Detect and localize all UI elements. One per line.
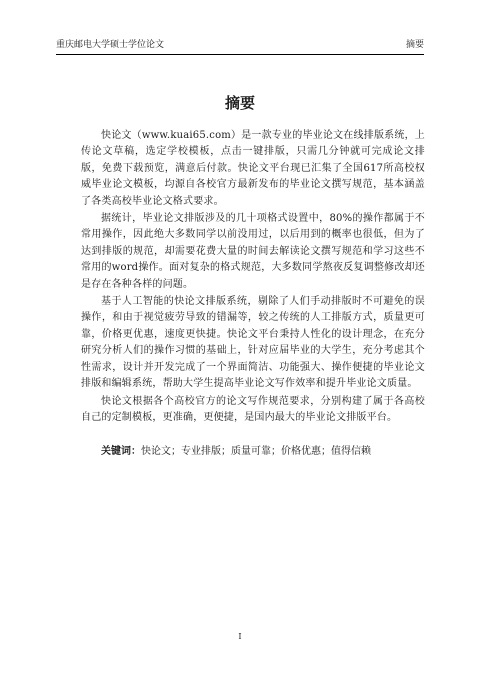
abstract-paragraph-3: 基于人工智能的快论文排版系统，剔除了人们手动排版时不可避免的误操作，和由于视觉疲劳导致的错漏等，较之传统的人工排版方式，质量更可靠，价格更优惠，速度更快捷。快论文平台秉持人性化的设计理念，在充分研究分析人们的操作习惯的基础上，针对应届毕业的大学生，充分考虑其个性需求，设计并开发完成了一个界面简洁、功能强大、操作便捷的毕业论文排版和编辑系统，帮助大学生提高毕业论文写作效率和提升毕业论文质量。 [81, 296, 425, 390]
header-divider [56, 54, 424, 55]
keywords-line [101, 444, 425, 460]
abstract-paragraph-2: 据统计，毕业论文排版涉及的几十项格式设置中，80%的操作都属于不常用操作，因此绝大多数同学以前没用过，以后用到的概率也很低，但为了达到排版的规范，却需要花费大量的时间去解读论文撰写规范和学习这些不常用的word操作。面对复杂的格式规范，大多数同学熬夜反复调整修改却还是存在各种各样的问题。 [81, 213, 425, 290]
abstract-paragraph-4: 快论文根据各个高校官方的论文写作规范要求，分别构建了属于各高校自己的定制模板，更准确，更便捷，是国内最大的毕业论文排版平台。 [81, 395, 425, 423]
page-header [56, 38, 424, 52]
header-thesis-title: 重庆邮电大学硕士学位论文 [56, 40, 165, 50]
header-section-name: 摘要 [405, 40, 424, 50]
keywords-text: 快论文；专业排版；质量可靠；价格优惠；值得信赖 [141, 446, 371, 457]
abstract-paragraph-1: 快论文（www.kuai65.com）是一款专业的毕业论文在线排版系统，上传论文草稿，选定学校模板，点击一键排版，只需几分钟就可完成论文排版，免费下载预览，满意后付款。快论文平台现已汇集了全国617所高校权威毕业论文模板，均源自各校官方最新发布的毕业论文撰写规范，基本涵盖了各类高校毕业论文格式要求。 [81, 130, 425, 207]
abstract-body [81, 128, 425, 426]
page-number: I [238, 632, 242, 641]
keywords-label: 关键词： [101, 446, 141, 457]
page-title: 摘要 [224, 94, 255, 112]
